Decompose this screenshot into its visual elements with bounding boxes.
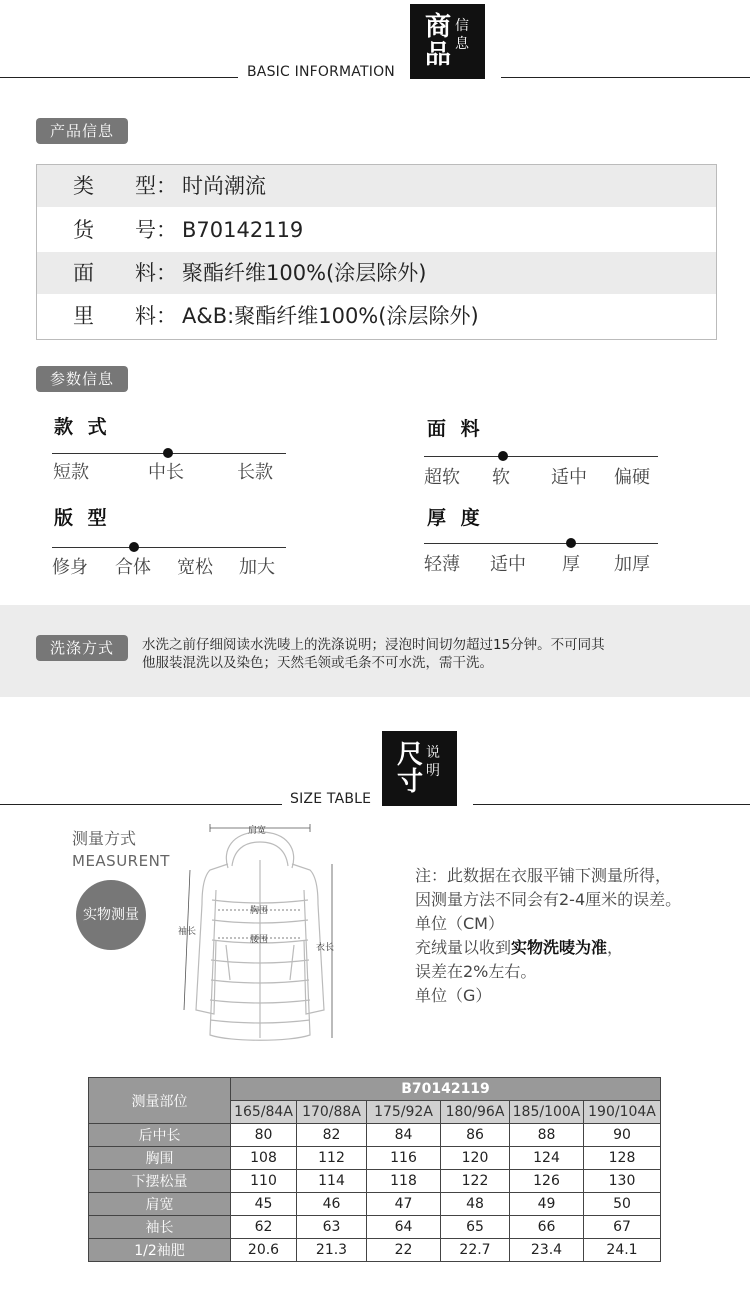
size-header-en: SIZE TABLE [290, 791, 372, 807]
size-header-cell: 185/100A [510, 1101, 584, 1124]
wash-text [142, 636, 702, 672]
size-cell: 108 [231, 1147, 297, 1170]
note-line-1: 注：此数据在衣服平铺下测量所得， [415, 866, 672, 885]
size-header-small-2: 明 [426, 763, 440, 779]
scale-line-thickness [424, 543, 658, 544]
size-cell: 47 [367, 1193, 441, 1216]
info-label-a: 类 [73, 174, 94, 198]
param-title-fit: 版 型 [54, 507, 111, 529]
size-cell: 112 [297, 1147, 367, 1170]
wash-pill: 洗涤方式 [36, 635, 128, 661]
size-cell: 22.7 [441, 1239, 510, 1262]
table-row [89, 1124, 661, 1147]
measure-badge: 实物测量 [76, 880, 146, 950]
info-row-type [37, 165, 716, 207]
size-cell: 24.1 [584, 1239, 661, 1262]
size-cell: 64 [367, 1216, 441, 1239]
coat-diagram [170, 820, 350, 1045]
note-line-4-post: ， [607, 938, 624, 957]
size-cell: 20.6 [231, 1239, 297, 1262]
basic-header-small-1: 信 [455, 18, 469, 34]
scale-option: 超软 [424, 467, 460, 488]
info-value: B70142119 [182, 218, 304, 242]
basic-header-char-1: 商 [425, 12, 452, 42]
wash-text-line-2: 他服装混洗以及染色；天然毛领或毛条不可水洗，需干洗。 [142, 655, 493, 671]
scale-dot-thickness [566, 538, 576, 548]
note-line-4-pre: 充绒量以收到 [415, 938, 512, 957]
scale-option: 轻薄 [424, 554, 460, 575]
size-cell: 45 [231, 1193, 297, 1216]
info-label [73, 173, 177, 199]
info-label-a: 货 [73, 218, 94, 242]
size-cell: 90 [584, 1124, 661, 1147]
note-line-3: 单位（CM） [415, 914, 504, 933]
size-header-char-2: 寸 [397, 767, 424, 797]
size-header-box [382, 731, 457, 806]
size-cell: 66 [510, 1216, 584, 1239]
scale-option: 宽松 [177, 557, 213, 578]
size-header-small-1: 说 [426, 745, 440, 761]
diagram-label-chest: 胸围 [250, 906, 269, 916]
size-cell: 67 [584, 1216, 661, 1239]
size-row-name: 肩宽 [89, 1193, 231, 1216]
size-cell: 62 [231, 1216, 297, 1239]
info-row-lining [37, 295, 716, 337]
param-title-style: 款 式 [54, 416, 111, 438]
scale-dot-fit [129, 542, 139, 552]
info-label-b: 号： [135, 218, 177, 242]
scale-option: 适中 [490, 554, 526, 575]
size-cell: 110 [231, 1170, 297, 1193]
scale-line-fabric [424, 456, 658, 457]
info-label-b: 型： [135, 174, 177, 198]
size-table-product-code: B70142119 [231, 1078, 661, 1101]
info-value: 时尚潮流 [182, 174, 266, 198]
param-title-fabric: 面 料 [427, 418, 484, 440]
size-header-cell: 175/92A [367, 1101, 441, 1124]
size-cell: 50 [584, 1193, 661, 1216]
size-row-name: 胸围 [89, 1147, 231, 1170]
note-line-2: 因测量方法不同会有2-4厘米的误差。 [415, 890, 682, 909]
info-label-a: 面 [73, 261, 94, 285]
scale-dot-style [163, 448, 173, 458]
scale-option: 合体 [115, 557, 151, 578]
size-header-char-1: 尺 [397, 740, 424, 770]
scale-option: 长款 [237, 462, 273, 483]
size-cell: 124 [510, 1147, 584, 1170]
basic-header-box [410, 4, 485, 79]
size-cell: 65 [441, 1216, 510, 1239]
measure-label-cn: 测量方式 [72, 829, 137, 848]
info-value: 聚酯纤维100%(涂层除外) [182, 261, 427, 285]
size-row-name: 1/2袖肥 [89, 1239, 231, 1262]
basic-header-small-2: 息 [455, 36, 469, 52]
scale-option: 偏硬 [614, 467, 650, 488]
diagram-label-shoulder: 肩宽 [248, 826, 267, 836]
size-cell: 128 [584, 1147, 661, 1170]
table-row [89, 1239, 661, 1262]
table-row [89, 1147, 661, 1170]
product-info-pill: 产品信息 [36, 118, 128, 144]
size-cell: 80 [231, 1124, 297, 1147]
size-table [88, 1077, 661, 1262]
diagram-label-length: 衣长 [316, 943, 335, 953]
size-cell: 23.4 [510, 1239, 584, 1262]
info-label-b: 料： [135, 304, 177, 328]
size-cell: 46 [297, 1193, 367, 1216]
info-row-outer-fabric [37, 252, 716, 294]
size-cell: 120 [441, 1147, 510, 1170]
wash-text-line-1: 水洗之前仔细阅读水洗唛上的洗涤说明；浸泡时间切勿超过15分钟。不可同其 [142, 637, 605, 653]
note-line-6: 单位（G） [415, 986, 492, 1005]
size-row-name: 下摆松量 [89, 1170, 231, 1193]
size-cell: 84 [367, 1124, 441, 1147]
table-row [89, 1193, 661, 1216]
size-cell: 22 [367, 1239, 441, 1262]
scale-option: 适中 [551, 467, 587, 488]
size-header-cell: 165/84A [231, 1101, 297, 1124]
diagram-label-sleeve: 袖长 [178, 927, 197, 937]
size-cell: 122 [441, 1170, 510, 1193]
size-cell: 116 [367, 1147, 441, 1170]
info-value: A&B:聚酯纤维100%(涂层除外) [182, 304, 479, 328]
scale-option: 修身 [52, 557, 88, 578]
size-cell: 126 [510, 1170, 584, 1193]
note-line-4-bold: 实物洗唛为准 [511, 938, 608, 957]
basic-header-char-2: 品 [425, 40, 452, 70]
table-row [89, 1170, 661, 1193]
params-pill: 参数信息 [36, 366, 128, 392]
scale-option: 加厚 [614, 554, 650, 575]
size-header-cell: 190/104A [584, 1101, 661, 1124]
scale-option: 短款 [53, 462, 89, 483]
basic-header-en: BASIC INFORMATION [247, 64, 395, 80]
basic-header-line-left [0, 77, 238, 78]
size-header-line-right [473, 804, 750, 805]
note-line-5: 误差在2%左右。 [415, 962, 537, 981]
measure-label-en: MEASURENT [72, 852, 170, 870]
size-cell: 63 [297, 1216, 367, 1239]
scale-dot-fabric [498, 451, 508, 461]
size-header-cell: 180/96A [441, 1101, 510, 1124]
size-row-name: 袖长 [89, 1216, 231, 1239]
diagram-label-waist: 腰围 [250, 935, 269, 945]
param-title-thickness: 厚 度 [427, 507, 484, 529]
size-cell: 130 [584, 1170, 661, 1193]
info-label [73, 260, 177, 286]
info-label-a: 里 [73, 304, 94, 328]
size-cell: 48 [441, 1193, 510, 1216]
size-cell: 118 [367, 1170, 441, 1193]
info-label [73, 217, 177, 243]
size-cell: 114 [297, 1170, 367, 1193]
scale-option: 厚 [562, 554, 580, 575]
note-line-4 [415, 936, 623, 960]
product-info-table [36, 164, 717, 340]
scale-line-fit [52, 547, 286, 548]
size-row-name: 后中长 [89, 1124, 231, 1147]
scale-option: 软 [492, 467, 510, 488]
size-cell: 49 [510, 1193, 584, 1216]
table-row [89, 1078, 661, 1101]
info-row-sku [37, 209, 716, 251]
basic-header-line-right [501, 77, 750, 78]
size-header-cell: 170/88A [297, 1101, 367, 1124]
size-cell: 21.3 [297, 1239, 367, 1262]
size-cell: 82 [297, 1124, 367, 1147]
size-table-corner: 测量部位 [89, 1078, 231, 1124]
scale-option: 中长 [148, 462, 184, 483]
size-header-line-left [0, 804, 282, 805]
size-cell: 86 [441, 1124, 510, 1147]
info-label [73, 303, 177, 329]
size-cell: 88 [510, 1124, 584, 1147]
scale-option: 加大 [239, 557, 275, 578]
info-label-b: 料： [135, 261, 177, 285]
table-row [89, 1216, 661, 1239]
